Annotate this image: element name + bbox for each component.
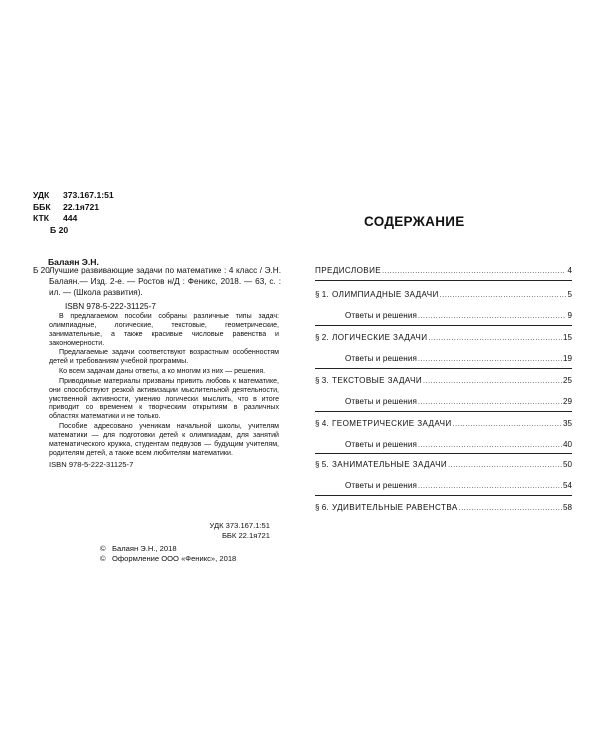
toc-entry-section-5[interactable]: § 5. ЗАНИМАТЕЛЬНЫЕ ЗАДАЧИ ..... 50 xyxy=(315,460,572,469)
divider xyxy=(315,368,572,369)
toc-entry-section-1[interactable]: § 1. ОЛИМПИАДНЫЕ ЗАДАЧИ ..... 5 xyxy=(315,290,572,299)
annotation-isbn: ISBN 978-5-222-31125-7 xyxy=(49,459,134,469)
toc-entry-answers-3[interactable]: Ответы и решения ..... 29 xyxy=(345,397,572,406)
biblio-code: Б 20 xyxy=(33,266,50,275)
leader-dots xyxy=(423,378,562,385)
author-name: Балаян Э.Н. xyxy=(48,257,99,267)
divider xyxy=(315,495,572,496)
bbk-bottom: ББК 22.1я721 xyxy=(221,531,270,541)
author-code: Б 20 xyxy=(50,224,69,235)
udc-bottom: УДК 373.167.1:51 xyxy=(209,521,270,530)
ktk-code: КТК 444 xyxy=(33,213,78,224)
isbn-line: ISBN 978-5-222-31125-7 xyxy=(65,301,156,311)
annotation-paragraph: Приводимые материалы призваны привить любовь к математике, они способствуют резкой активизации мыслительной деятельности, умственной активности, умению логически мыслить, что в итоге приводит со временем к творческим открытиям в различных областях математики и не только. xyxy=(49,377,279,421)
copyright-icon: © xyxy=(100,553,106,563)
copyright-icon: © xyxy=(100,543,106,553)
contents-title: СОДЕРЖАНИЕ xyxy=(364,214,465,229)
annotation-paragraph: Предлагаемые задачи соответствуют возрастным особенностям детей и требованиям учебной программы. xyxy=(49,349,279,366)
annotation xyxy=(49,313,279,469)
toc-entry-answers-2[interactable]: Ответы и решения ..... 19 xyxy=(345,354,572,363)
annotation-paragraph: В предлагаемом пособии собраны различные типы задач: олимпиадные, логические, текстовые, геометрические, занимательные, а также красивые числовые равенства и закономерности. xyxy=(49,313,279,347)
leader-dots xyxy=(448,462,562,469)
copyright-author: © Балаян Э.Н., 2018 xyxy=(100,543,177,553)
leader-dots xyxy=(459,505,562,512)
toc-entry-answers-1[interactable]: Ответы и решения ..... 9 xyxy=(345,311,572,320)
contents-page xyxy=(300,0,600,750)
annotation-paragraph: Пособие адресовано ученикам начальной школы, учителям математики — для подготовки детей к олимпиадам, для занятий математического кружка, студентам педвузов — будущим учителям, родителям детей, а также всем любителям математики. xyxy=(49,423,279,457)
bbk-code: ББК 22.1я721 xyxy=(33,201,100,212)
copyright-design: © Оформление ООО «Феникс», 2018 xyxy=(100,553,237,563)
divider xyxy=(315,325,572,326)
imprint-footer xyxy=(100,521,270,564)
leader-dots xyxy=(382,268,566,275)
leader-dots xyxy=(440,292,567,299)
toc-entry-section-2[interactable]: § 2. ЛОГИЧЕСКИЕ ЗАДАЧИ ..... 15 xyxy=(315,333,572,342)
divider xyxy=(315,411,572,412)
toc-entry-answers-5[interactable]: Ответы и решения ..... 54 xyxy=(345,481,572,490)
annotation-paragraph: Ко всем задачам даны ответы, а ко многим из них — решения. xyxy=(59,368,266,376)
bibliographic-entry xyxy=(33,266,281,313)
biblio-text: Лучшие развивающие задачи по математике : 4 класс / Э.Н. Балаян.— Изд. 2-е. — Ростов н/Д : Феникс, 2018. — 63, с. : ил. — (Школа развития). xyxy=(49,266,281,297)
leader-dots xyxy=(453,421,562,428)
udc-code: УДК 373.167.1:51 xyxy=(33,190,114,200)
toc-entry-section-3[interactable]: § 3. ТЕКСТОВЫЕ ЗАДАЧИ ..... 25 xyxy=(315,376,572,385)
leader-dots xyxy=(418,356,562,363)
toc-entry-section-6[interactable]: § 6. УДИВИТЕЛЬНЫЕ РАВЕНСТВА ..... 58 xyxy=(315,503,572,512)
leader-dots xyxy=(418,313,567,320)
toc-entry-section-4[interactable]: § 4. ГЕОМЕТРИЧЕСКИЕ ЗАДАЧИ ..... 35 xyxy=(315,419,572,428)
leader-dots xyxy=(418,442,562,449)
leader-dots xyxy=(418,399,562,406)
divider xyxy=(315,453,572,454)
toc-entry-preface[interactable]: ПРЕДИСЛОВИЕ ..... 4 xyxy=(315,266,572,275)
leader-dots xyxy=(428,335,562,342)
toc-entry-answers-4[interactable]: Ответы и решения ..... 40 xyxy=(345,440,572,449)
classification-codes xyxy=(33,190,114,236)
leader-dots xyxy=(418,483,562,490)
divider xyxy=(315,280,572,281)
biblio-description xyxy=(33,266,281,299)
